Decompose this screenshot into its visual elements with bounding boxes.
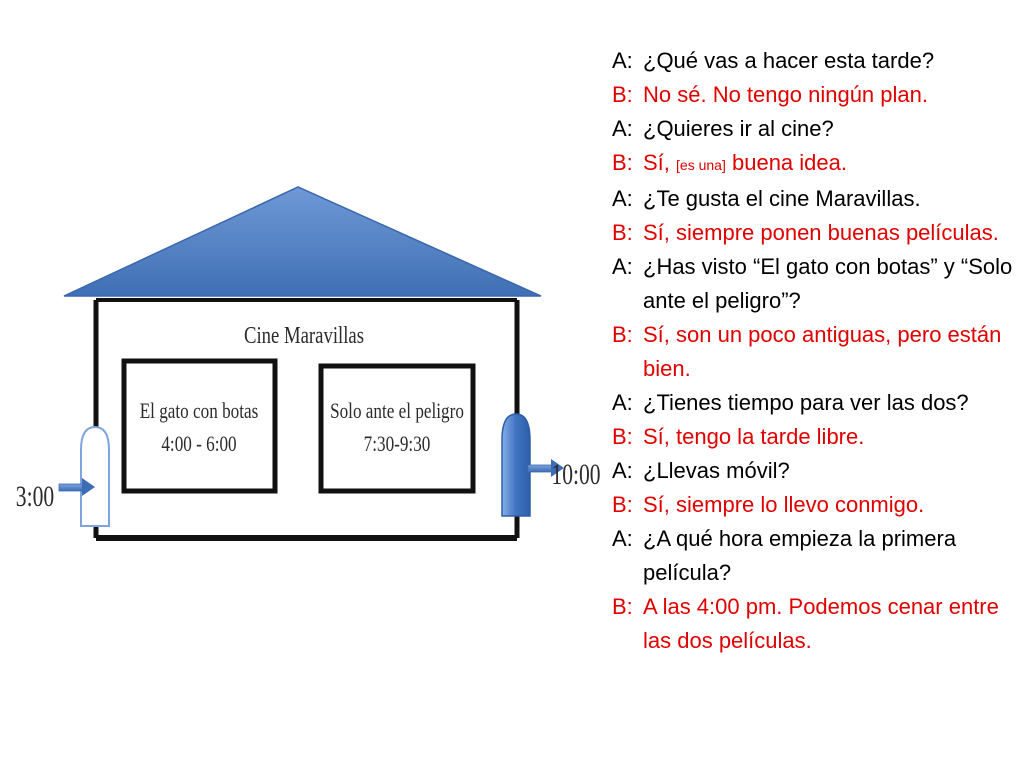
departure-time: 10:00 [551,457,601,491]
dialogue-text: ¿Quieres ir al cine? [643,116,834,141]
dialogue-line [612,386,1017,420]
dialogue-line [612,44,1017,78]
dialogue-line [612,318,1017,386]
roof [64,187,541,296]
film-title-1: El gato con botas [139,399,259,424]
dialogue-line [612,250,1017,318]
dialogue-text: Sí, tengo la tarde libre. [643,424,865,449]
dialogue-line [612,78,1017,112]
dialogue [612,44,1017,658]
speaker-label: A: [612,116,633,141]
dialogue-text: Sí, siempre lo llevo conmigo. [643,492,925,517]
film-time-2: 7:30-9:30 [363,432,431,457]
dialogue-text: No sé. No tengo ningún plan. [643,82,928,107]
speaker-label: A: [612,48,633,73]
dialogue-text-part: buena idea. [731,150,847,175]
dialogue-text: ¿Qué vas a hacer esta tarde? [643,48,935,73]
bracket-note: [es una] [676,157,726,173]
dialogue-text: A las 4:00 pm. Podemos cenar entre las dos películas. [643,594,999,653]
dialogue-text: ¿A qué hora empieza la primera película? [643,526,957,585]
dialogue-text: ¿Te gusta el cine Maravillas. [643,186,921,211]
dialogue-line [612,590,1017,658]
dialogue-line [612,454,1017,488]
speaker-label: A: [612,458,633,483]
cinema-name: Cine Maravillas [243,321,365,349]
speaker-label: B: [612,492,633,517]
dialogue-line [612,488,1017,522]
speaker-label: B: [612,322,633,347]
film-time-1: 4:00 - 6:00 [161,432,237,457]
dialogue-text: ¿Llevas móvil? [643,458,790,483]
dialogue-text: Sí, siempre ponen buenas películas. [643,220,999,245]
speaker-label: B: [612,594,633,619]
dialogue-text [643,146,1017,182]
dialogue-line [612,182,1017,216]
film-title-2: Solo ante el peligro [330,399,464,424]
poster-box-1 [124,361,275,491]
dialogue-line [612,420,1017,454]
speaker-label: B: [612,424,633,449]
exit-door [502,414,530,516]
dialogue-line [612,112,1017,146]
speaker-label: A: [612,186,633,211]
entrance-door [81,427,109,526]
dialogue-text: ¿Tienes tiempo para ver las dos? [643,390,969,415]
speaker-label: A: [612,526,633,551]
dialogue-line [612,146,1017,182]
dialogue-text: Sí, son un poco antiguas, pero están bien. [643,322,1002,381]
poster-box-2 [321,366,473,491]
speaker-label: B: [612,220,633,245]
speaker-label: A: [612,254,633,279]
speaker-label: A: [612,390,633,415]
arrival-time: 3:00 [15,479,55,513]
dialogue-line [612,522,1017,590]
speaker-label: B: [612,82,633,107]
speaker-label: B: [612,150,633,175]
dialogue-text: ¿Has visto “El gato con botas” y “Solo ante el peligro”? [643,254,1013,313]
dialogue-text-part: Sí, [643,150,670,175]
dialogue-line [612,216,1017,250]
